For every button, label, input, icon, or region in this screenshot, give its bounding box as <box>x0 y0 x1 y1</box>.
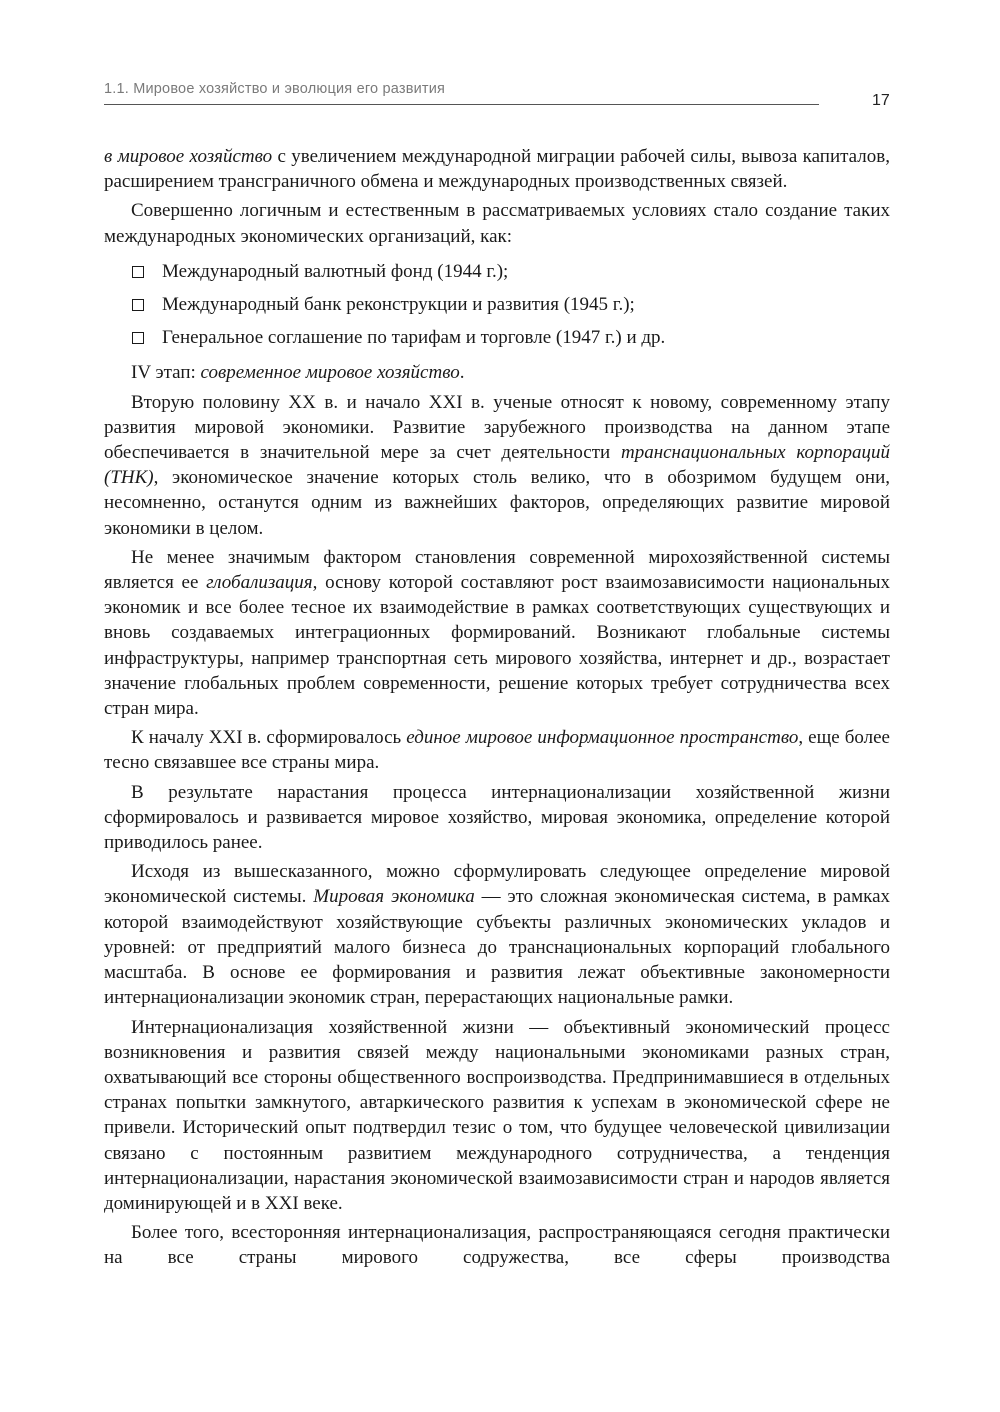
paragraph-organizations-intro: Совершенно логичным и естественным в рассматриваемых условиях стало создание таких международных экономических организаций, как: <box>104 200 890 247</box>
list-item-text: Международный валютный фонд (1944 г.); <box>162 260 509 282</box>
paragraph-internationalization-result: В результате нарастания процесса интернационализации хозяйственной жизни сформировалось и развивается мировое хозяйство, мировая экономика, определение которой приводилось ранее. <box>104 781 890 854</box>
stage-period: . <box>459 362 465 384</box>
paragraph-text: с увеличением международной миграции рабочей силы, вывоза капиталов, расширением трансграничного обмена и международных производственных связей. <box>104 146 890 193</box>
paragraph-continuation <box>104 144 890 194</box>
emphasis-term: современное мировое хозяйство <box>200 362 460 384</box>
paragraph-world-economy-definition <box>104 859 890 1010</box>
list-item-text: Генеральное соглашение по тарифам и торговле (1947 г.) и др. <box>162 327 666 349</box>
paragraph-text: — это сложная экономическая система, в рамках которой взаимодействуют хозяйствующие субъекты различных экономических укладов и уровней: от предприятий малого бизнеса до транснациональных корпораций глобального масштаба. В основе ее формирования и развития лежат объективные закономерности интернационализации экономик стран, перерастающих национальные рамки. <box>104 886 891 1009</box>
paragraph-internationalization: Интернационализация хозяйственной жизни — объективный экономический процесс возникновения и развития связей между национальными экономиками разных стран, охватывающий все стороны общественного воспроизводства. Предпринимавшиеся в отдельных странах попытки замкнутого, автаркического развития к успехам в экономической сфере не привели. Исторический опыт подтвердил тезис о том, что будущее человеческой цивилизации связано с постоянным развитием международного сотрудничества, а тенденция интернационализации, нарастания экономической взаимозависимости стран и народов является доминирующей и в XXI веке. <box>104 1016 890 1214</box>
paragraph-information-space <box>104 725 890 775</box>
emphasis-term: глобализация <box>206 572 313 594</box>
paragraph-text: К началу XXI в. сформировалось <box>131 727 407 749</box>
page-number: 17 <box>872 92 890 109</box>
paragraph-tnc <box>104 390 890 541</box>
body-text <box>104 144 890 1275</box>
paragraph-text: Исходя из вышесказанного, можно сформулировать следующее определение мировой экономической системы. <box>104 861 890 908</box>
checkbox-bullet-icon <box>132 299 144 311</box>
list-item <box>104 292 890 317</box>
paragraph-text: , еще более тесно связавшее все страны мира. <box>104 727 890 774</box>
list-item-text: Международный банк реконструкции и развития (1945 г.); <box>162 294 635 316</box>
list-item <box>104 325 890 350</box>
stage-heading <box>104 360 890 385</box>
emphasis-term: в мировое хозяйство <box>104 146 273 167</box>
paragraph-text: Вторую половину XX в. и начало XXI в. ученые относят к новому, современному этапу развития мировой экономики. Развитие зарубежного производства на данном этапе обеспечивается в значительной мере за счет деятельности <box>104 391 890 464</box>
emphasis-term: транснациональных корпораций (ТНК) <box>104 442 890 489</box>
stage-label: IV этап: <box>131 362 201 384</box>
paragraph-text: Не менее значимым фактором становления современной мирохозяйственной системы является ее <box>104 546 890 594</box>
running-head: 1.1. Мировое хозяйство и эволюция его развития <box>104 80 819 105</box>
paragraph-continued: Более того, всесторонняя интернационализация, распространяющаяся сегодня практически на все страны мирового содружества, все сферы производства <box>104 1222 890 1269</box>
emphasis-term: единое мировое информационное пространство <box>406 727 799 749</box>
emphasis-term: Мировая экономика <box>313 886 475 908</box>
organizations-list <box>104 259 890 351</box>
checkbox-bullet-icon <box>132 266 144 278</box>
paragraph-text: , экономическое значение которых столь велико, что в обозримом будущем они, несомненно, останутся одним из важнейших факторов, определяющих развитие мировой экономики в целом. <box>104 467 890 539</box>
paragraph-globalization <box>104 545 890 721</box>
checkbox-bullet-icon <box>132 332 144 344</box>
list-item <box>104 259 890 284</box>
paragraph-text: , основу которой составляют рост взаимозависимости национальных экономик и все более тесное их взаимодействие в рамках соответствующих существующих и вновь создаваемых интеграционных формирований. Возникают глобальные системы инфраструктуры, например транспортная сеть мирового хозяйства, интернет и др., возрастает значение глобальных проблем современности, решение которых требует сотрудничества всех стран мира. <box>104 572 890 720</box>
